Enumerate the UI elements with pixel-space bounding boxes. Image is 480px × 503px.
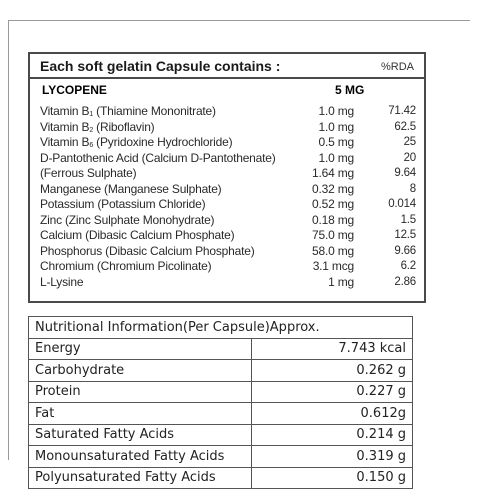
nutrient-value: 7.743 kcal [251, 338, 412, 360]
nutrition-row [29, 338, 413, 360]
ingredient-amount: 0.5 mg [318, 135, 354, 149]
ingredient-name: Vitamin $B_6$ (Pyridoxine Hydrochloride) [40, 135, 233, 149]
nutrient-label: Polyunsaturated Fatty Acids [29, 467, 252, 489]
ingredient-amount: 0.32 mg [312, 181, 354, 196]
nutrition-row [29, 360, 413, 382]
ingredient-rda: 1.5 [400, 213, 416, 226]
nutrition-row [29, 424, 413, 446]
ingredient-amount: 58.0 mg [312, 243, 354, 258]
nutrient-label: Protein [29, 381, 252, 403]
highlight-ingredient-name: LYCOPENE [42, 83, 107, 97]
ingredient-rda: 9.64 [394, 167, 416, 179]
nutrition-row [29, 467, 413, 489]
nutrient-label: Energy [29, 338, 252, 360]
ingredient-row [30, 259, 424, 275]
ingredient-amount: 0.52 mg [312, 197, 354, 211]
nutrition-header-row [29, 317, 413, 339]
composition-header [30, 54, 424, 79]
nutrient-value: 0.227 g [251, 381, 412, 403]
ingredient-amount: 1 mg [328, 274, 354, 289]
highlight-ingredient-row [30, 83, 424, 99]
ingredient-amount: 75.0 mg [312, 228, 354, 242]
ingredient-row [30, 213, 424, 229]
ingredient-rda: 25 [403, 136, 416, 148]
nutrition-row [29, 446, 413, 468]
ingredient-name: Calcium (Dibasic Calcium Phosphate) [40, 228, 235, 242]
ingredient-rda: 71.42 [388, 105, 416, 117]
ingredient-rda: 12.5 [394, 229, 416, 241]
ingredient-row [30, 275, 424, 291]
ingredient-name: Phosphorus (Dibasic Calcium Phosphate) [40, 243, 255, 258]
ingredient-name: Chromium (Chromium Picolinate) [40, 259, 212, 273]
ingredient-rda: 8 [409, 182, 416, 195]
ingredient-name: Potassium (Potassium Chloride) [40, 197, 206, 211]
ingredient-amount: 1.64 mg [312, 166, 354, 180]
nutrient-label: Fat [29, 403, 252, 425]
ingredient-name: Manganese (Manganese Sulphate) [40, 181, 222, 196]
ingredient-row [30, 104, 424, 120]
ingredient-row [30, 120, 424, 136]
ingredient-rda: 2.86 [394, 275, 416, 288]
ingredient-amount: 1.0 mg [318, 119, 354, 134]
ingredient-amount: 1.0 mg [318, 104, 354, 118]
nutrient-value: 0.214 g [251, 424, 412, 446]
ingredient-name: Vitamin $B_2$ (Riboflavin) [40, 119, 155, 134]
nutrient-label: Monounsaturated Fatty Acids [29, 446, 252, 468]
ingredient-name: L-Lysine [40, 274, 84, 289]
ingredient-row [30, 228, 424, 244]
ingredient-row [30, 182, 424, 198]
nutrient-label: Saturated Fatty Acids [29, 424, 252, 446]
ingredient-name: (Ferrous Sulphate) [40, 166, 137, 180]
nutrient-value: 0.262 g [251, 360, 412, 382]
ingredient-name: Zinc (Zinc Sulphate Monohydrate) [40, 212, 215, 227]
ingredient-name: D-Pantothenic Acid (Calcium D-Pantothenate) [40, 150, 276, 165]
composition-title: Each soft gelatin Capsule contains : [40, 58, 281, 74]
composition-panel [28, 52, 426, 303]
nutrient-label: Carbohydrate [29, 360, 252, 382]
ingredient-rda: 9.66 [394, 244, 416, 257]
ingredient-list [30, 104, 424, 290]
ingredient-amount: 3.1 mcg [312, 259, 354, 273]
ingredient-row [30, 166, 424, 182]
ingredient-amount: 0.18 mg [312, 212, 354, 227]
ingredient-rda: 62.5 [394, 120, 416, 133]
highlight-ingredient-amount: 5 MG [335, 83, 365, 97]
rda-column-header: %RDA [380, 61, 414, 73]
ingredient-row [30, 151, 424, 167]
ingredient-rda: 0.014 [388, 198, 416, 210]
nutrition-table [28, 316, 413, 489]
nutrition-row [29, 403, 413, 425]
nutrient-value: 0.612g [251, 403, 412, 425]
nutrition-row [29, 381, 413, 403]
ingredient-row [30, 135, 424, 151]
ingredient-row [30, 244, 424, 260]
ingredient-row [30, 197, 424, 213]
ingredient-amount: 1.0 mg [318, 150, 354, 165]
ingredient-rda: 6.2 [400, 260, 416, 272]
nutrient-value: 0.150 g [251, 467, 412, 489]
ingredient-rda: 20 [403, 151, 416, 164]
ingredient-name: Vitamin $B_1$ (Thiamine Mononitrate) [40, 104, 216, 118]
nutrient-value: 0.319 g [251, 446, 412, 468]
nutrition-header: Nutritional Information(Per Capsule)Approx. [29, 317, 413, 339]
